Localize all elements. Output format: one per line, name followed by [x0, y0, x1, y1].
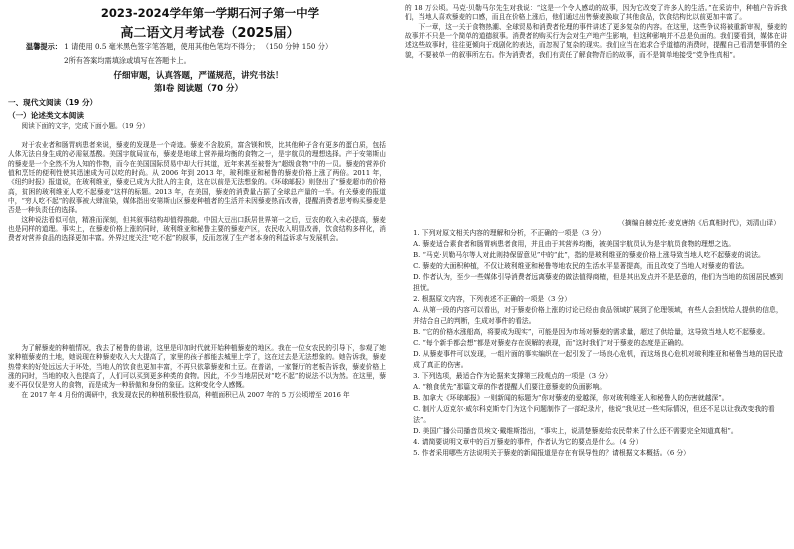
notice-score: （150 分钟 150 分） — [261, 42, 333, 51]
paragraph: 这种说法看似可信，精准而深刻，但其叙事结构却值得推敲。中国大豆出口跃居世界第一之后，豆农的收入未必提高，藜麦也是同样的道理。事实上，在藜麦价格上涨的同时，玻利维亚和秘鲁主要的藜麦产区，农民收入明显改善，饮食结构多样化，消费者对营养食品的选择更加丰富。外界过度关注“吃不起”的叙事，反而忽视了生产者本身的利益诉求与发展机会。 — [8, 215, 386, 243]
exam-title: 高二语文月考试卷（2025届） — [120, 26, 300, 41]
option-1a: A. 藜麦适合素食者和肠胃病患者食用，并且由于其营养均衡，被美国宇航员认为是宇航员食物的理想之选。 — [413, 240, 736, 248]
exam-title-school: 2023-2024学年第一学期石河子第一中学 — [100, 6, 320, 20]
volume-heading: 第Ⅰ卷 阅读题（70 分） — [154, 84, 243, 94]
article-part-2 — [8, 344, 386, 400]
question-4: 4. 请简要说明文章中的百万藜麦的事件，作者认为它的要点是什么。（4 分） — [413, 438, 643, 446]
question-5: 5. 作者采用哪些方法说明关于藜麦的新闻报道是存在有误导性的？请根据文本概括。（6 分） — [413, 449, 690, 457]
option-2b: B. “它的价格水涨船高，将要成为现实”，可能是因为市场对藜麦的需求量，超过了供给量，这导致当地人吃不起藜麦。 — [413, 328, 770, 336]
notice-2: 2所有答案均需填涂或填写在答题卡上。 — [64, 56, 191, 65]
option-1d: D. 作者认为，至少一些媒体引导消费者远离藜麦的做法值得商榷，但是其出发点并不是恶意的，他们为当地的贫困居民感到担忧。 — [413, 273, 783, 292]
option-1b: B. “马克·贝勒马尔等人对此则持保留意见”中的“此”，指的是玻利维亚的藜麦价格上涨导致当地人吃不起藜麦的说法。 — [413, 251, 765, 259]
questions-block — [405, 228, 787, 459]
question-2: 2. 根据原文内容，下列表述不正确的一项是（3 分） — [413, 295, 572, 303]
option-3c: C. 制片人迈克尔·威尔科克斯专门为这个问题制作了一部纪录片，他说“我见过一些实际情况，但还不足以让我改变我的看法”。 — [413, 405, 775, 424]
option-2a: A. 从第一段的内容可以看出，对于藜麦价格上涨的讨论已经由食品领域扩展到了伦理领域，有些人会担忧给人提供的信息，并结合自己的判断，生成对事件的看法。 — [413, 306, 783, 325]
option-2d: D. 从藜麦事件可以发现，一组片面的事实编织在一起引发了一场良心危机，而这场良心危机对玻利维亚和秘鲁当地的居民造成了真正的伤害。 — [413, 350, 783, 369]
instruction-text: 阅读下面的文字，完成下面小题。（19 分） — [21, 122, 150, 130]
notice-1: 1 请使用 0.5 毫米黑色签字笔答题，使用其他色笔均不得分； — [64, 42, 260, 51]
paragraph: 为了解藜麦的种植情况，我去了秘鲁的普诺，这里是印加时代就开始种植藜麦的地区。我在一位女农民的引导下，参观了她家种植藜麦的土地，她说现在种藜麦收入大大提高了，家里的孩子都能去城里上学了，这在过去是无法想象的。她告诉我，藜麦热带来的好处远远大于坏处，当地人的饮食也更加丰富，不再只依靠藜麦和土豆。在普诺，一家餐厅的老板告诉我，藜麦价格上涨的同时，当地的收入也提高了，人们可以买到更多种类的食物。因此，不少当地居民对“吃不起”的说法不以为然。在这里，藜麦不再仅仅是穷人的食物，而是成为一种骄傲和身份的象征。这种变化令人感慨。 — [8, 344, 386, 390]
slogan: 仔细审题，认真答题，严谨规范，讲究书法！ — [113, 71, 284, 81]
notice-label: 温馨提示： — [26, 42, 62, 51]
subsection-heading: （一）论述类文本阅读 — [8, 111, 84, 120]
paragraph: 对于农业者和肠胃病患者来说，藜麦的发现是一个奇迹。藜麦不含胶质，富含镁和铁，比其他种子含有更多的蛋白质，包括人体无法自身生成的必需氨基酸。美国宇航局宣布，藜麦是地球上营养最均衡的食物之一，是宇航员的理想选择。产于安第斯山的藜麦是一个全然不为人知的作物，而今在美国国际贸易中却大行其道，近年来甚至被誉为“超级食物”中的一员。藜麦的营养价值和烹饪的便利性使其迅速成为可以吃的时尚。从 2006 年到 2013 年，玻利维亚和秘鲁的藜麦价格上涨了两倍。2011 年，《纽约时报》报道说，在玻利维亚，藜麦已成为大批人的主食，这在以前是无法想象的。《环球邮报》则登出了“藜麦超市的价格高，贫困的玻利维亚人吃不起藜麦”这样的标题。2013 年，在美国，藜麦的消费量占据了全球总产量的一半。有关藜麦的报道中，“穷人吃不起”的叙事被大肆渲染，媒体指出安第斯山区藜麦种植者的生活并未因藜麦热而改善，提醒消费者思考购买藜麦是否是一种负责任的选择。 — [8, 141, 386, 215]
notice-line-2 — [26, 56, 191, 66]
question-3: 3. 下列选项，最适合作为论据来支撑第三段观点的一项是（3 分） — [413, 372, 612, 380]
option-1c: C. 藜麦的大面积种植，不仅让玻利维亚和秘鲁等地农民的生活水平显著提高，而且改变了当地人对藜麦的看法。 — [413, 262, 749, 270]
notice-line-1 — [26, 42, 332, 52]
question-1: 1. 下列对原文相关内容的理解和分析，不正确的一项是（3 分） — [413, 229, 606, 237]
reading-instruction — [8, 122, 386, 131]
article-part-3 — [405, 4, 787, 60]
section-heading: 一、现代文阅读（19 分） — [8, 98, 98, 107]
paragraph: 的 18 万公顷。马克·贝勒马尔先生对我说：“这是一个令人感动的故事，因为它改变了许多人的生活。”在采访中，种植户告诉我们，当地人喜欢藜麦的口感，而且在价格上涨后，他们通过出售藜麦换取了其他食品，饮食结构比以前更加丰富了。 — [405, 4, 787, 22]
right-column — [397, 0, 794, 549]
article-source: （摘编自赫克托·麦克唐纳《后真相时代》，刘清山译） — [618, 219, 780, 227]
option-2c: C. “每个新手都会想”都是对藜麦存在误解的表现，而“这时我们”对于藜麦的态度是正确的。 — [413, 339, 688, 347]
option-3d: D. 美国广播公司播音员埃文·戴维斯指出，“事实上，说清楚藜麦给农民带来了什么还不需要完全知道真相”。 — [413, 427, 738, 435]
article-part-1 — [8, 141, 386, 244]
paragraph: 在 2017 年 4 月份的调研中，我发现农民的种植积极性很高，种植面积已从 2007 年的 5 万公顷增至 2016 年 — [21, 390, 350, 399]
option-3b: B. 加拿大《环球邮报》一则新闻的标题为“你对藜麦的爱越深，你对玻利维亚人和秘鲁人的伤害就越深”。 — [413, 394, 729, 402]
option-3a: A. “粮食优先”那篇文章的作者提醒人们要注意藜麦的负面影响。 — [413, 383, 607, 391]
paragraph: 下一章，这一关于食物热潮、全球贸易和消费者伦理的事件讲述了更多复杂的内容。在这里，这些争议将被重新审视，藜麦的故事并不只是一个简单的道德叙事。消费者的购买行为会对生产地产生影响，但这种影响并不总是负面的。我们要看到，媒体在讲述这些故事时，往往更倾向于戏剧化的表达，而忽视了复杂的现实。我们应当在追求合乎道德的消费时，提醒自己看清楚事情的全貌，不要被单一的叙事所左右。作为消费者，我们有责任了解食物背后的故事，而不是简单地接受“党争性真相”。 — [405, 22, 787, 59]
